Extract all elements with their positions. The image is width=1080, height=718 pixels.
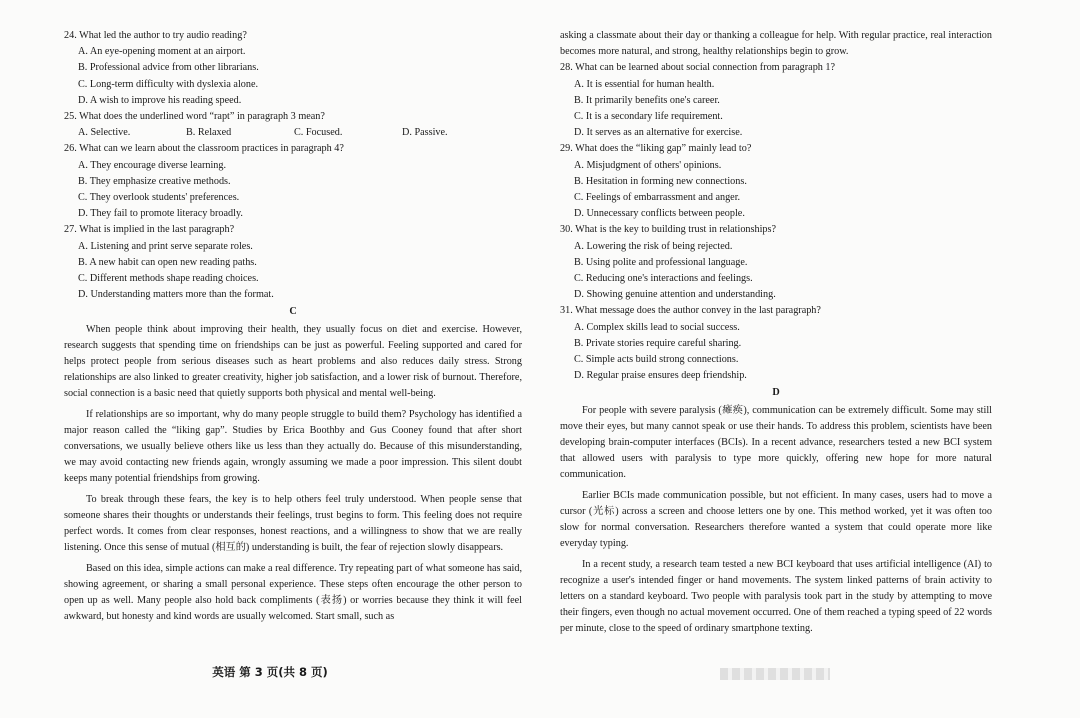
right-column	[560, 28, 992, 638]
q28-option-b: B. It primarily benefits one's career.	[574, 94, 720, 106]
q27-option-d: D. Understanding matters more than the format.	[78, 289, 274, 301]
q24-option-d: D. A wish to improve his reading speed.	[78, 94, 242, 106]
q31-option-c: C. Simple acts build strong connections.	[574, 354, 739, 366]
q28-option-a: A. It is essential for human health.	[574, 78, 715, 90]
question-28: 28. What can be learned about social connection from paragraph 1?	[560, 62, 836, 74]
page-footer: 英语 第 3 页(共 8 页)	[212, 665, 328, 679]
q26-option-d: D. They fail to promote literacy broadly.	[78, 208, 243, 220]
q29-option-b: B. Hesitation in forming new connections.	[574, 175, 747, 187]
question-29: 29. What does the “liking gap” mainly lead to?	[560, 143, 752, 155]
passage-c-paragraph-4: Based on this idea, simple actions can make a real difference. Try repeating part of what someone has said, showing agreement, or sharing a small personal experience. These steps often encourage the other person to open up as well. Many people also hold back compliments (表扬) or worries because they think it will feel awkward, but honesty and kind words are usually welcomed. Start small, such as	[64, 562, 522, 623]
passage-c-paragraph-3: To break through these fears, the key is to help others feel truly understood. When people sense that someone shares their thoughts or understands their feelings, trust begins to form. This feeling does not require perfect words. It comes from clear responses, honest reactions, and a willingness to show that we are really listening. Once this sense of mutual (相互的) understanding is built, the fear of rejection slowly disappears.	[64, 493, 522, 554]
q30-option-a: A. Lowering the risk of being rejected.	[574, 240, 733, 252]
q29-option-a: A. Misjudgment of others' opinions.	[574, 159, 722, 171]
q25-options	[78, 125, 522, 141]
q24-option-c: C. Long-term difficulty with dyslexia alone.	[78, 78, 259, 90]
question-26: 26. What can we learn about the classroom practices in paragraph 4?	[64, 143, 344, 155]
section-d-heading: D	[772, 387, 780, 399]
question-31: 31. What message does the author convey in the last paragraph?	[560, 305, 821, 317]
q26-option-c: C. They overlook students' preferences.	[78, 192, 240, 204]
q31-option-b: B. Private stories require careful sharing.	[574, 337, 742, 349]
question-24: 24. What led the author to try audio reading?	[64, 30, 247, 41]
q26-option-b: B. They emphasize creative methods.	[78, 175, 231, 187]
passage-c-continuation: asking a classmate about their day or thanking a colleague for help. With regular practice, real interaction becomes more natural, and strong, healthy relationships begin to grow.	[560, 30, 992, 58]
q30-option-b: B. Using polite and professional language.	[574, 256, 748, 268]
q27-option-b: B. A new habit can open new reading paths.	[78, 256, 257, 268]
q26-option-a: A. They encourage diverse learning.	[78, 159, 227, 171]
section-c-heading: C	[289, 306, 297, 318]
q31-option-a: A. Complex skills lead to social success.	[574, 321, 740, 333]
passage-d-paragraph-2: Earlier BCIs made communication possible, but not efficient. In many cases, users had to move a cursor (光标) across a screen and choose letters one by one. This method worked, yet it was often too slow for normal conversation. Researchers therefore wanted a system that could operate more like everyday typing.	[560, 489, 992, 550]
q27-option-a: A. Listening and print serve separate roles.	[78, 240, 253, 252]
q31-option-d: D. Regular praise ensures deep friendship.	[574, 370, 747, 382]
passage-d-paragraph-3: In a recent study, a research team tested a new BCI keyboard that uses artificial intelligence (AI) to recognize a user's intended finger or hand movements. The system linked patterns of brain activity to letters on a standard keyboard. Two people with paralysis took part in the study by attempting to move their fingers, even though no actual movement occurred. One of them reached a typing speed of 22 words per minute, close to the speed of ordinary smartphone texting.	[560, 558, 992, 635]
question-25: 25. What does the underlined word “rapt” in paragraph 3 mean?	[64, 111, 325, 123]
left-column	[64, 28, 522, 625]
q29-option-c: C. Feelings of embarrassment and anger.	[574, 192, 741, 204]
q25-option-b: B. Relaxed	[186, 127, 232, 139]
q28-option-d: D. It serves as an alternative for exercise.	[574, 127, 743, 139]
blurred-watermark	[720, 668, 830, 680]
q30-option-c: C. Reducing one's interactions and feelings.	[574, 273, 753, 285]
q27-option-c: C. Different methods shape reading choices.	[78, 273, 259, 285]
passage-d-paragraph-1: For people with severe paralysis (瘫痪), communication can be extremely difficult. Some may still move their eyes, but many cannot speak or use their hands. To address this problem, scientists have been developing brain-computer interfaces (BCIs). In a recent advance, researchers tested a new BCI system that allowed users with paralysis to type more quickly, offering new hope for more natural communication.	[560, 404, 992, 481]
q25-option-c: C. Focused.	[294, 127, 343, 139]
q29-option-d: D. Unnecessary conflicts between people.	[574, 208, 745, 220]
q30-option-d: D. Showing genuine attention and understanding.	[574, 289, 776, 301]
q25-option-a: A. Selective.	[78, 127, 131, 139]
q24-option-a: A. An eye-opening moment at an airport.	[78, 46, 246, 58]
passage-c-paragraph-2: If relationships are so important, why do many people struggle to build them? Psychology has identified a major reason called the “liking gap”. Studies by Erica Boothby and Gus Cooney found that after short conversations, we usually believe others like us less than they actually do. Because of this misunderstanding, we may avoid contacting new friends again, wrongly assuming we made a poor impression. This silent doubt keeps many potential friendships from growing.	[64, 408, 522, 485]
question-30: 30. What is the key to building trust in relationships?	[560, 224, 776, 236]
q25-option-d: D. Passive.	[402, 127, 448, 139]
q28-option-c: C. It is a secondary life requirement.	[574, 111, 723, 123]
q24-option-b: B. Professional advice from other librarians.	[78, 62, 259, 74]
question-27: 27. What is implied in the last paragraph?	[64, 224, 235, 236]
passage-c-paragraph-1: When people think about improving their health, they usually focus on diet and exercise. However, research suggests that spending time on friendships can be just as powerful. Feeling supported and cared for helps protect people from serious diseases such as heart problems and also reduces daily stress. Strong relationships are also linked to greater creativity, higher job satisfaction, and a lower risk of burnout. Therefore, social connection is a basic need that quietly supports both physical and mental well-being.	[64, 323, 522, 400]
